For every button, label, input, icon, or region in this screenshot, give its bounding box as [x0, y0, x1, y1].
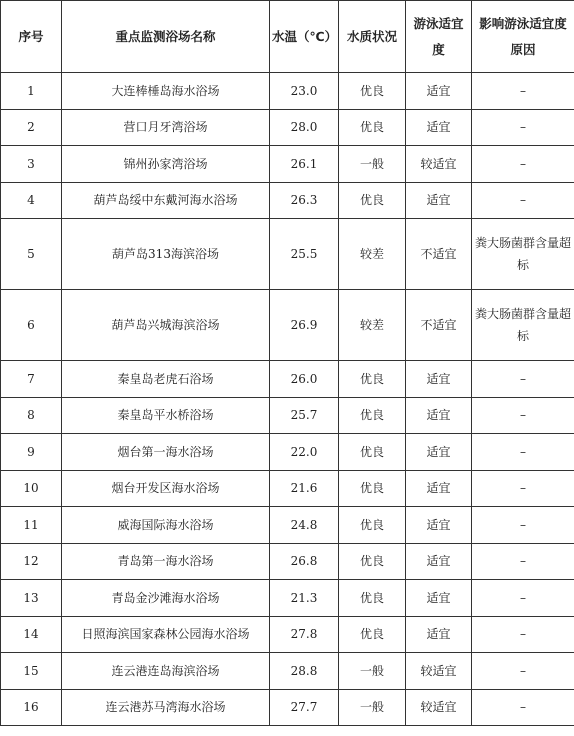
cell-suitability: 适宜 — [406, 543, 472, 580]
cell-name: 葫芦岛313海滨浴场 — [62, 219, 270, 290]
table-row — [1, 219, 574, 290]
cell-quality: 优良 — [339, 397, 406, 434]
cell-reason: – — [472, 507, 574, 544]
cell-quality: 优良 — [339, 470, 406, 507]
cell-suitability: 较适宜 — [406, 689, 472, 726]
cell-reason: – — [472, 361, 574, 398]
table-row — [1, 689, 574, 726]
table-row — [1, 470, 574, 507]
cell-index: 15 — [1, 653, 62, 690]
cell-temp: 26.9 — [270, 290, 339, 361]
table-row — [1, 580, 574, 617]
cell-name: 烟台第一海水浴场 — [62, 434, 270, 471]
cell-name: 锦州孙家湾浴场 — [62, 146, 270, 183]
cell-index: 7 — [1, 361, 62, 398]
table-row — [1, 543, 574, 580]
cell-suitability: 较适宜 — [406, 653, 472, 690]
table-row — [1, 361, 574, 398]
cell-name: 葫芦岛绥中东戴河海水浴场 — [62, 182, 270, 219]
cell-index: 8 — [1, 397, 62, 434]
cell-reason: – — [472, 182, 574, 219]
cell-temp: 26.1 — [270, 146, 339, 183]
table-row — [1, 507, 574, 544]
cell-suitability: 不适宜 — [406, 290, 472, 361]
cell-name: 大连棒棰岛海水浴场 — [62, 73, 270, 110]
cell-name: 葫芦岛兴城海滨浴场 — [62, 290, 270, 361]
cell-index: 2 — [1, 109, 62, 146]
cell-name: 烟台开发区海水浴场 — [62, 470, 270, 507]
table-row — [1, 616, 574, 653]
cell-suitability: 适宜 — [406, 507, 472, 544]
cell-quality: 优良 — [339, 361, 406, 398]
table-row — [1, 146, 574, 183]
cell-index: 3 — [1, 146, 62, 183]
cell-quality: 优良 — [339, 434, 406, 471]
cell-quality: 优良 — [339, 73, 406, 110]
cell-name: 青岛第一海水浴场 — [62, 543, 270, 580]
cell-name: 青岛金沙滩海水浴场 — [62, 580, 270, 617]
table-row — [1, 290, 574, 361]
cell-quality: 优良 — [339, 182, 406, 219]
cell-temp: 27.7 — [270, 689, 339, 726]
cell-temp: 28.8 — [270, 653, 339, 690]
cell-reason: – — [472, 73, 574, 110]
cell-reason: – — [472, 434, 574, 471]
cell-quality: 一般 — [339, 146, 406, 183]
cell-quality: 较差 — [339, 290, 406, 361]
cell-suitability: 适宜 — [406, 397, 472, 434]
cell-suitability: 适宜 — [406, 182, 472, 219]
cell-reason: – — [472, 543, 574, 580]
cell-temp: 21.3 — [270, 580, 339, 617]
col-header-name: 重点监测浴场名称 — [62, 1, 270, 73]
cell-suitability: 适宜 — [406, 580, 472, 617]
cell-suitability: 适宜 — [406, 109, 472, 146]
table-row — [1, 397, 574, 434]
cell-reason: – — [472, 397, 574, 434]
cell-suitability: 不适宜 — [406, 219, 472, 290]
cell-name: 秦皇岛老虎石浴场 — [62, 361, 270, 398]
cell-reason: – — [472, 146, 574, 183]
header-row — [1, 1, 574, 73]
cell-name: 连云港连岛海滨浴场 — [62, 653, 270, 690]
cell-quality: 优良 — [339, 543, 406, 580]
table-row — [1, 109, 574, 146]
cell-temp: 26.0 — [270, 361, 339, 398]
cell-temp: 25.7 — [270, 397, 339, 434]
col-header-suitability: 游泳适宜度 — [406, 1, 472, 73]
cell-suitability: 适宜 — [406, 616, 472, 653]
cell-index: 13 — [1, 580, 62, 617]
table-row — [1, 182, 574, 219]
cell-quality: 一般 — [339, 689, 406, 726]
cell-temp: 27.8 — [270, 616, 339, 653]
table-row — [1, 73, 574, 110]
cell-index: 14 — [1, 616, 62, 653]
cell-reason: – — [472, 470, 574, 507]
cell-reason: – — [472, 689, 574, 726]
cell-reason: 粪大肠菌群含量超标 — [472, 219, 574, 290]
col-header-quality: 水质状况 — [339, 1, 406, 73]
cell-quality: 一般 — [339, 653, 406, 690]
cell-reason: – — [472, 616, 574, 653]
cell-index: 12 — [1, 543, 62, 580]
cell-index: 9 — [1, 434, 62, 471]
cell-index: 16 — [1, 689, 62, 726]
table-row — [1, 653, 574, 690]
cell-quality: 优良 — [339, 616, 406, 653]
col-header-index: 序号 — [1, 1, 62, 73]
cell-suitability: 适宜 — [406, 73, 472, 110]
cell-suitability: 较适宜 — [406, 146, 472, 183]
cell-quality: 优良 — [339, 109, 406, 146]
cell-index: 5 — [1, 219, 62, 290]
cell-quality: 优良 — [339, 580, 406, 617]
cell-reason: 粪大肠菌群含量超标 — [472, 290, 574, 361]
cell-name: 秦皇岛平水桥浴场 — [62, 397, 270, 434]
col-header-reason: 影响游泳适宜度原因 — [472, 1, 574, 73]
cell-suitability: 适宜 — [406, 434, 472, 471]
cell-index: 6 — [1, 290, 62, 361]
cell-suitability: 适宜 — [406, 470, 472, 507]
cell-name: 营口月牙湾浴场 — [62, 109, 270, 146]
cell-index: 1 — [1, 73, 62, 110]
cell-quality: 优良 — [339, 507, 406, 544]
cell-quality: 较差 — [339, 219, 406, 290]
cell-temp: 25.5 — [270, 219, 339, 290]
cell-temp: 21.6 — [270, 470, 339, 507]
cell-name: 威海国际海水浴场 — [62, 507, 270, 544]
cell-temp: 22.0 — [270, 434, 339, 471]
cell-reason: – — [472, 653, 574, 690]
cell-temp: 26.8 — [270, 543, 339, 580]
table-row — [1, 434, 574, 471]
cell-index: 11 — [1, 507, 62, 544]
cell-temp: 24.8 — [270, 507, 339, 544]
cell-name: 连云港苏马湾海水浴场 — [62, 689, 270, 726]
cell-reason: – — [472, 109, 574, 146]
cell-suitability: 适宜 — [406, 361, 472, 398]
cell-index: 4 — [1, 182, 62, 219]
cell-index: 10 — [1, 470, 62, 507]
cell-temp: 23.0 — [270, 73, 339, 110]
cell-temp: 28.0 — [270, 109, 339, 146]
cell-reason: – — [472, 580, 574, 617]
cell-temp: 26.3 — [270, 182, 339, 219]
col-header-temp: 水温（℃） — [270, 1, 339, 73]
cell-name: 日照海滨国家森林公园海水浴场 — [62, 616, 270, 653]
